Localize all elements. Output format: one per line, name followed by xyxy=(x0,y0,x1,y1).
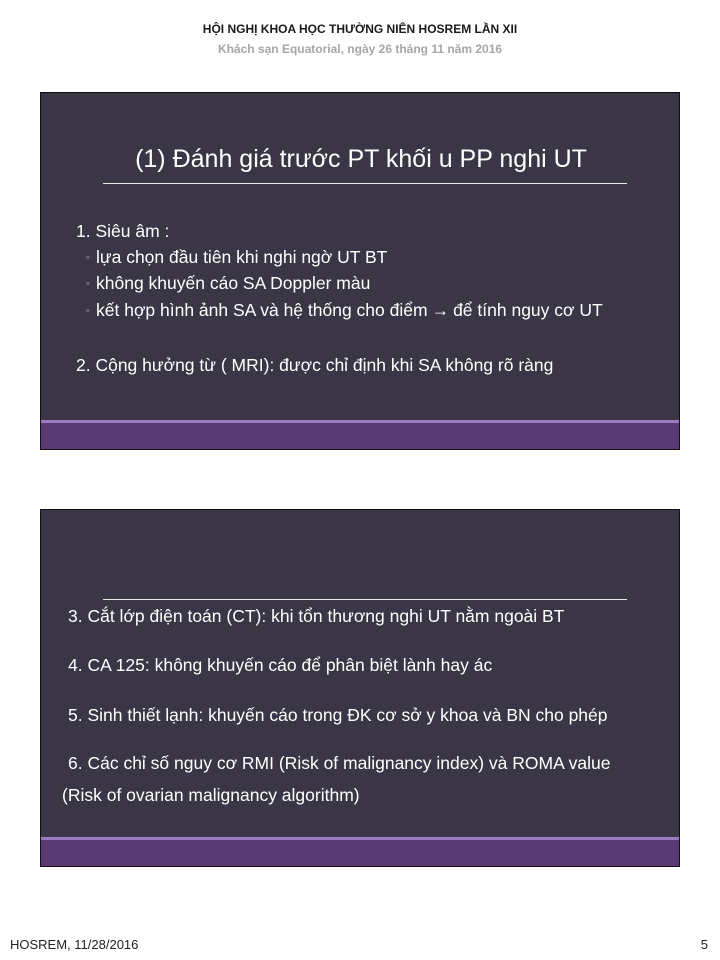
title-underline xyxy=(103,599,627,600)
conference-title: HỘI NGHỊ KHOA HỌC THƯỜNG NIÊN HOSREM LẦN XII xyxy=(202,22,518,36)
bullet-item xyxy=(86,300,603,321)
title-underline xyxy=(103,183,627,184)
bullet-item xyxy=(86,247,387,268)
list-item-rmi-roma: 6. Các chỉ số nguy cơ RMI (Risk of malignancy index) và ROMA value xyxy=(68,753,611,773)
list-item-ct: 3. Cắt lớp điện toán (CT): khi tổn thương nghi UT nằm ngoài BT xyxy=(68,606,565,626)
slide-title: (1) Đánh giá trước PT khối u PP nghi UT xyxy=(135,145,587,173)
list-item-ca125: 4. CA 125: không khuyến cáo để phân biệt lành hay ác xyxy=(68,655,493,675)
bullet-text: không khuyến cáo SA Doppler màu xyxy=(96,273,371,293)
bullet-text: kết hợp hình ảnh SA và hệ thống cho điểm xyxy=(96,300,428,320)
slide-1 xyxy=(40,92,680,450)
slide-2 xyxy=(40,509,680,867)
page-number: 5 xyxy=(700,937,708,952)
bullet-icon: ◦ xyxy=(86,305,90,317)
list-item-rmi-roma-cont: (Risk of ovarian malignancy algorithm) xyxy=(62,785,360,805)
list-item-ultrasound: 1. Siêu âm : xyxy=(76,221,170,241)
list-item-biopsy: 5. Sinh thiết lạnh: khuyến cáo trong ĐK cơ sở y khoa và BN cho phép xyxy=(68,705,608,725)
bullet-icon: ◦ xyxy=(86,252,90,264)
bullet-text-tail: để tính nguy cơ UT xyxy=(453,300,603,320)
bullet-item xyxy=(86,273,370,294)
bullet-icon: ◦ xyxy=(86,278,90,290)
arrow-right-icon: → xyxy=(431,300,450,320)
conference-subtitle: Khách sạn Equatorial, ngày 26 tháng 11 năm 2016 xyxy=(217,42,503,56)
slide-band xyxy=(41,423,679,449)
list-item-mri: 2. Cộng hưởng từ ( MRI): được chỉ định khi SA không rõ ràng xyxy=(76,355,554,375)
bullet-text: lựa chọn đầu tiên khi nghi ngờ UT BT xyxy=(96,247,388,267)
footer-date: HOSREM, 11/28/2016 xyxy=(10,937,139,952)
slide-band xyxy=(41,840,679,866)
